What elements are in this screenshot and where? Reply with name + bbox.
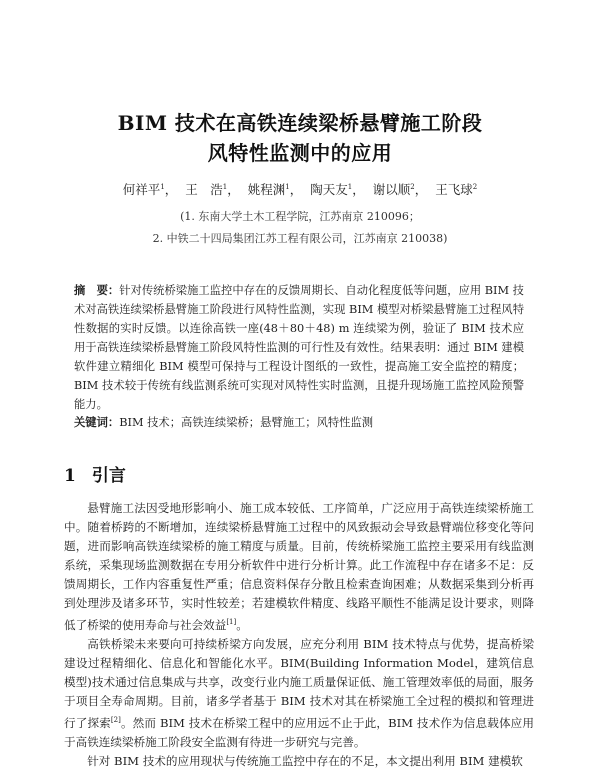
citation: [2] <box>110 715 121 724</box>
keywords-label: 关键词： <box>74 415 120 429</box>
author-list <box>0 180 600 198</box>
body-text <box>64 499 534 771</box>
author-name: 陶天友$^1$， <box>310 182 365 197</box>
abstract-text: 针对传统桥梁施工监控中存在的反馈周期长、自动化程度低等问题，应用 BIM 技术对高铁连续梁桥悬臂施工阶段进行风特性监测，实现 BIM 模型对桥梁悬臂施工过程风特性数据的实时反馈。以连徐高铁一座(48＋80＋48) m 连续梁为例，验证了 BIM 技术应用于高铁连续梁桥悬臂施工阶段风特性监测的可行性及有效性。结果表明：通过 BIM 建模软件建立精细化 BIM 模型可保持与工程设计图纸的一致性，提高施工安全监控的精度；BIM 技术较于传统有线监测系统可实现对风特性实时监测，且提升现场施工监控风险预警能力。 <box>74 284 524 411</box>
section-number: 1 <box>64 466 76 486</box>
author-name: 何祥平$^1$， <box>122 182 178 197</box>
abstract <box>74 281 524 414</box>
author-name: 谢以顺$^2$， <box>372 182 428 197</box>
paragraph: 针对 BIM 技术的应用现状与传统施工监控中存在的不足，本文提出利用 BIM 建模软 <box>87 753 523 768</box>
citation: [1] <box>226 618 237 626</box>
paragraph: 悬臂施工法因受地形影响小、施工成本较低、工序简单，广泛应用于高铁连续梁桥施工中。随着桥跨的不断增加，连续梁桥悬臂施工过程中的风致振动会导致悬臂端位移变化等问题，进而影响高铁连续梁桥的施工精度与质量。目前，传统桥梁施工监控主要采用有线监测系统，采集现场监测数据在专用分析软件中进行分析计算。此工作流程中存在诸多不足：反馈周期长，工作内容重复性严重；信息资料保存分散且检索查询困难；从数据采集到分析再到处理涉及诸多环节，实时性较差；若建模软件精度、线路平顺性不能满足设计要求，则降低了桥梁的使用寿命与社会效益[1]。 <box>64 501 534 632</box>
paper-title-line-2: 风特性监测中的应用 <box>207 141 393 165</box>
section-heading <box>64 461 126 486</box>
abstract-label: 摘 要： <box>74 283 120 297</box>
section-title: 引言 <box>91 466 126 486</box>
author-name: 姚程渊$^1$， <box>247 182 303 197</box>
paper-title-line-1: BIM 技术在高铁连续梁桥悬臂施工阶段 <box>117 111 483 135</box>
author-name: 王飞球$^2$ <box>435 182 478 197</box>
affiliation-1: (1. 东南大学土木工程学院，江苏南京 210096； <box>180 210 420 223</box>
keywords-text: BIM 技术；高铁连续梁桥；悬臂施工；风特性监测 <box>119 416 374 429</box>
paragraph: 高铁桥梁未来要向可持续桥梁方向发展，应充分利用 BIM 技术特点与优势，提高桥梁建设过程精细化、信息化和智能化水平。BIM(Building Information Model，建筑信息模型)技术通过信息集成与共享，改变行业内施工质量保证低、施工管理效率低的局面，服务于项目全寿命周期。目前，诸多学者基于 BIM 技术对其在桥梁施工全过程的模拟和管理进行了探索[2]。然而 BIM 技术在桥梁工程中的应用远不止于此，BIM 技术作为信息载体应用于高铁连续梁桥施工阶段安全监测有待进一步研究与完善。 <box>64 636 534 749</box>
keywords <box>74 414 524 430</box>
affiliation-2: 2. 中铁二十四局集团江苏工程有限公司，江苏南京 210038) <box>152 232 448 245</box>
author-name: 王 浩$^1$， <box>185 182 240 197</box>
